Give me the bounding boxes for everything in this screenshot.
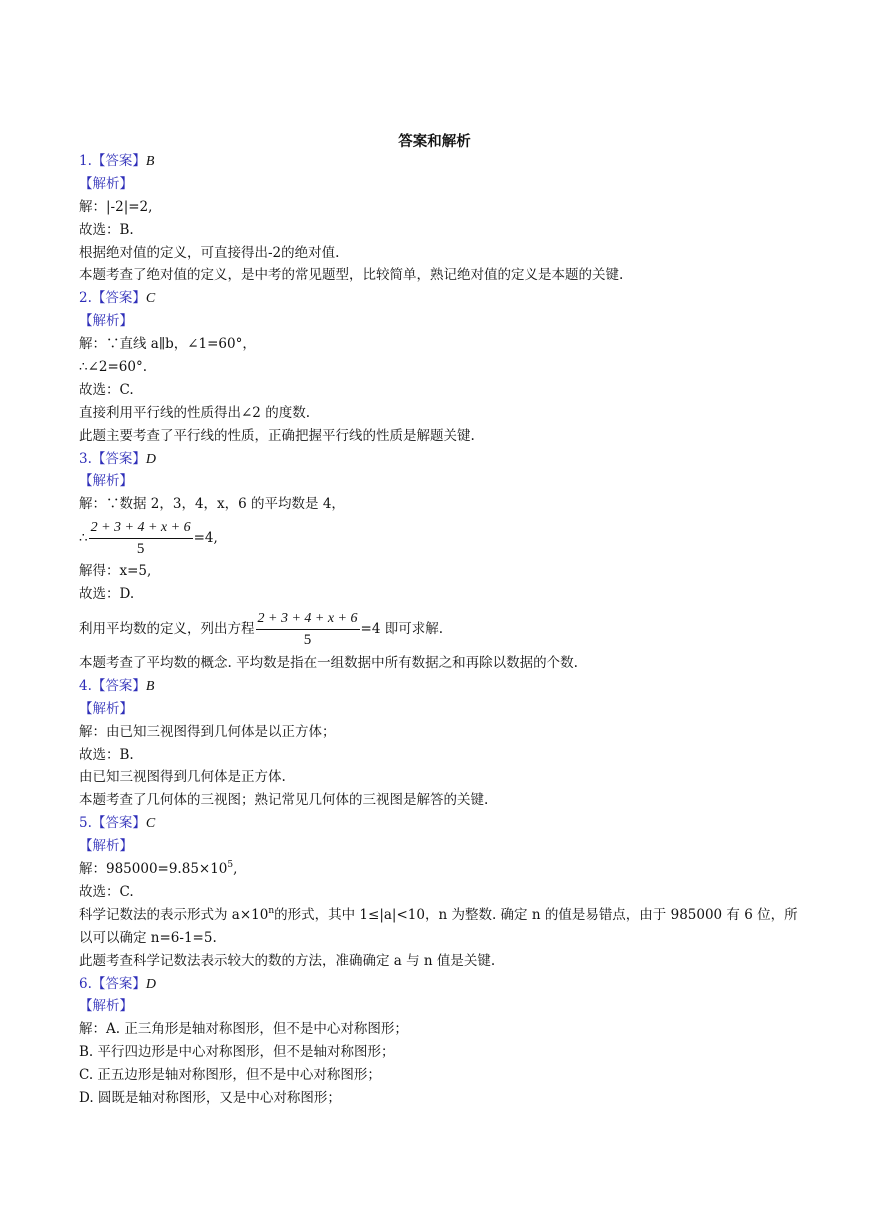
q6-line-3: C. 正五边形是轴对称图形，但不是中心对称图形； [79, 1067, 381, 1084]
q2-analysis-tag: 【解析】 [79, 313, 133, 330]
q3-answer-line [79, 448, 799, 471]
mean-fraction [89, 519, 193, 558]
q5-analysis-tag: 【解析】 [79, 838, 133, 855]
q6-answer-value: D [145, 976, 157, 992]
q3-answer-tag: 【答案】 [91, 450, 146, 467]
q5-exponent: 5 [227, 860, 234, 871]
q1-answer-tag: 【答案】 [91, 153, 146, 169]
q5-line-4: 此题考查科学记数法表示较大的数的方法，准确确定 a 与 n 值是关键. [79, 952, 496, 969]
q1-line-3: 根据绝对值的定义，可直接得出-2的绝对值. [79, 244, 340, 261]
q4-line-3: 由已知三视图得到几何体是正方体. [79, 769, 286, 786]
q3-line-4: 故选：D. [79, 586, 135, 603]
q4-line-4: 本题考查了几何体的三视图；熟记常见几何体的三视图是解答的关键. [79, 792, 489, 809]
q3-fraction-line [79, 516, 799, 560]
q1-line-4: 本题考查了绝对值的定义，是中考的常见题型，比较简单，熟记绝对值的定义是本题的关键. [79, 267, 624, 284]
q5-line-3-exponent: n [268, 905, 275, 916]
q4-analysis-tag: 【解析】 [79, 700, 133, 717]
q1-answer-value: B [145, 154, 155, 169]
q5-line-3-text: 科学记数法的表示形式为 a×10 [79, 906, 269, 923]
q2-number: 2. [79, 290, 92, 307]
q6-answer-tag: 【答案】 [91, 975, 146, 992]
q5-answer-tag: 【答案】 [91, 815, 146, 832]
q6-line-1: 解：A. 正三角形是轴对称图形，但不是中心对称图形； [79, 1021, 408, 1038]
method-fraction-numerator: 2 + 3 + 4 + x + 6 [256, 610, 360, 630]
q5-line-1-end: , [233, 861, 238, 878]
q4-line-1: 解：由已知三视图得到几何体是以正方体； [79, 723, 336, 740]
fraction-denominator: 5 [136, 541, 145, 558]
q3-line-3: 解得：x=5, [79, 563, 152, 580]
q6-analysis-tag: 【解析】 [79, 998, 133, 1015]
fraction-result: =4, [193, 530, 218, 547]
q1-answer-line [79, 150, 799, 173]
q6-line-4: D. 圆既是轴对称图形，又是中心对称图形； [79, 1089, 341, 1106]
q3-line-6: 本题考查了平均数的概念. 平均数是指在一组数据中所有数据之和再除以数据的个数. [79, 655, 578, 672]
q1-line-2: 故选：B. [79, 221, 134, 238]
q2-line-3: 故选：C. [79, 381, 134, 398]
q2-answer-tag: 【答案】 [91, 290, 146, 307]
q1-analysis-tag: 【解析】 [79, 175, 133, 192]
q3-line-1: 解：∵数据 2，3，4，x，6 的平均数是 4， [79, 496, 345, 513]
q4-answer-tag: 【答案】 [91, 677, 146, 694]
q3-answer-value: D [145, 451, 157, 467]
method-suffix: =4 即可求解. [360, 621, 443, 638]
q2-line-4: 直接利用平行线的性质得出∠2 的度数. [79, 404, 310, 421]
q5-line-3 [79, 904, 799, 950]
page-title: 答案和解析 [398, 134, 471, 150]
q2-line-1: 解：∵直线 a∥b，∠1=60°， [79, 336, 256, 353]
q5-line-3-rest: 的形式，其中 1≤|a|<10，n 为整数. 确定 n 的值是易错点，由于 985000 有 6 位，所以可以确定 n=6-1=5. [79, 906, 798, 946]
therefore-symbol: ∴ [79, 530, 88, 547]
fraction-numerator: 2 + 3 + 4 + x + 6 [89, 519, 193, 539]
q6-number: 6. [79, 975, 92, 992]
q2-line-5: 此题主要考查了平行线的性质，正确把握平行线的性质是解题关键. [79, 427, 475, 444]
q3-method-line [79, 606, 799, 652]
q5-answer-value: C [145, 816, 156, 832]
q5-line-1 [79, 858, 799, 881]
q3-analysis-tag: 【解析】 [79, 473, 133, 490]
q1-line-1: 解：|-2|=2, [79, 198, 153, 215]
q4-answer-value: B [145, 678, 155, 694]
q4-answer-line [79, 675, 799, 698]
q4-line-2: 故选：B. [79, 746, 134, 763]
q4-number: 4. [79, 677, 92, 694]
answer-list [79, 150, 799, 1110]
q6-line-2: B. 平行四边形是中心对称图形，但不是轴对称图形； [79, 1044, 395, 1061]
method-fraction-denominator: 5 [303, 632, 312, 649]
q5-number: 5. [79, 815, 92, 832]
method-prefix: 利用平均数的定义，列出方程 [79, 621, 255, 638]
q5-line-2: 故选：C. [79, 883, 134, 900]
method-fraction [256, 610, 360, 649]
q2-answer-value: C [145, 291, 156, 307]
q2-answer-line [79, 287, 799, 310]
q5-line-1-text: 解：985000=9.85×10 [79, 861, 228, 878]
q3-number: 3. [79, 450, 92, 467]
q2-line-2: ∴∠2=60°. [79, 359, 148, 376]
q5-answer-line [79, 812, 799, 835]
q1-number: 1. [79, 153, 92, 169]
q6-answer-line [79, 973, 799, 996]
